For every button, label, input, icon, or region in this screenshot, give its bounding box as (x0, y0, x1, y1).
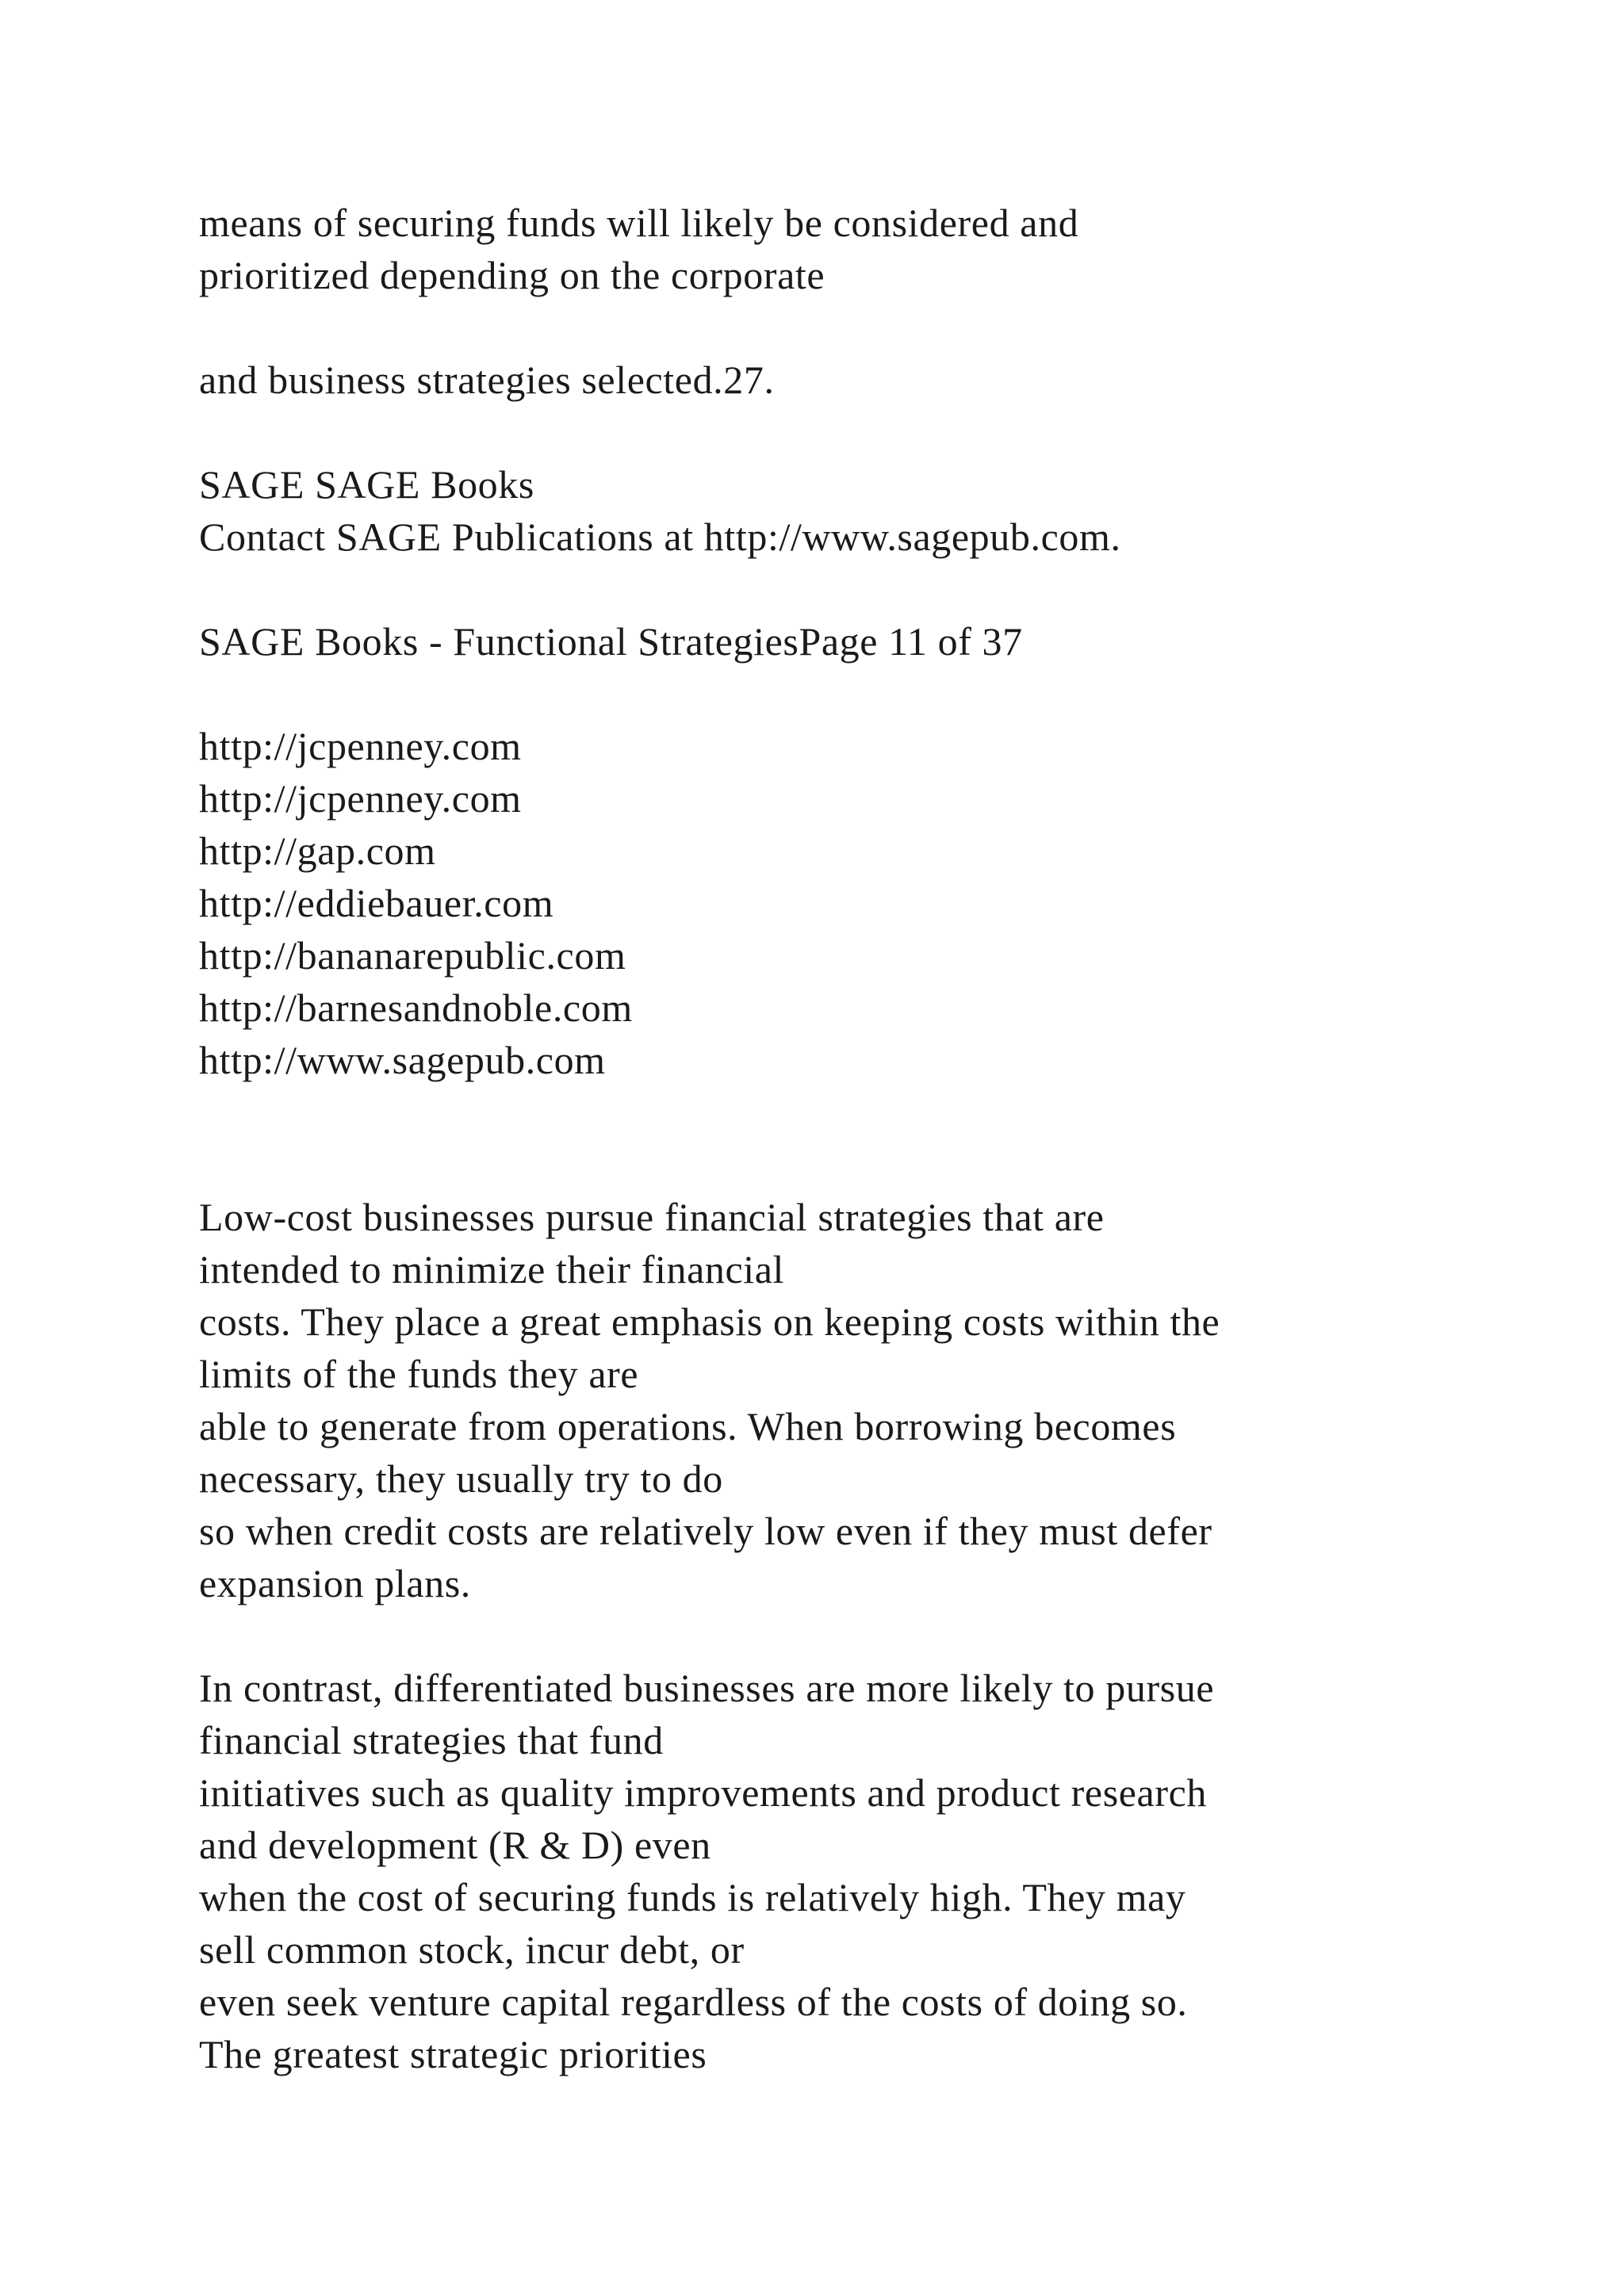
text-line: prioritized depending on the corporate (199, 253, 825, 297)
text-line: sell common stock, incur debt, or (199, 1927, 745, 1972)
url-line: http://jcpenney.com (199, 776, 522, 821)
text-line: necessary, they usually try to do (199, 1456, 723, 1501)
text-line: SAGE Books - Functional StrategiesPage 11 of 37 (199, 619, 1023, 664)
text-line: and business strategies selected.27. (199, 358, 775, 402)
text-line: and development (R & D) even (199, 1823, 711, 1867)
url-line: http://eddiebauer.com (199, 881, 554, 925)
text-line: limits of the funds they are (199, 1352, 639, 1396)
text-line: In contrast, differentiated businesses are more likely to pursue (199, 1666, 1215, 1710)
text-line: Low-cost businesses pursue financial strategies that are (199, 1195, 1105, 1239)
text-line: intended to minimize their financial (199, 1247, 785, 1292)
text-line: able to generate from operations. When borrowing becomes (199, 1404, 1177, 1448)
url-line: http://barnesandnoble.com (199, 985, 633, 1030)
text-line: expansion plans. (199, 1561, 471, 1605)
text-line: even seek venture capital regardless of the costs of doing so. (199, 1980, 1188, 2024)
text-line: SAGE SAGE Books (199, 462, 534, 507)
text-line: The greatest strategic priorities (199, 2032, 707, 2076)
text-line: so when credit costs are relatively low even if they must defer (199, 1509, 1212, 1553)
text-line: initiatives such as quality improvements and product research (199, 1770, 1207, 1815)
text-line: financial strategies that fund (199, 1718, 664, 1762)
url-line: http://gap.com (199, 828, 436, 873)
url-line: http://bananarepublic.com (199, 933, 626, 978)
url-line: http://www.sagepub.com (199, 1038, 606, 1082)
text-line: costs. They place a great emphasis on keeping costs within the (199, 1299, 1220, 1344)
text-line: means of securing funds will likely be considered and (199, 201, 1079, 245)
text-line: Contact SAGE Publications at http://www.sagepub.com. (199, 515, 1121, 559)
text-line: when the cost of securing funds is relatively high. They may (199, 1875, 1186, 1919)
url-line: http://jcpenney.com (199, 724, 522, 768)
